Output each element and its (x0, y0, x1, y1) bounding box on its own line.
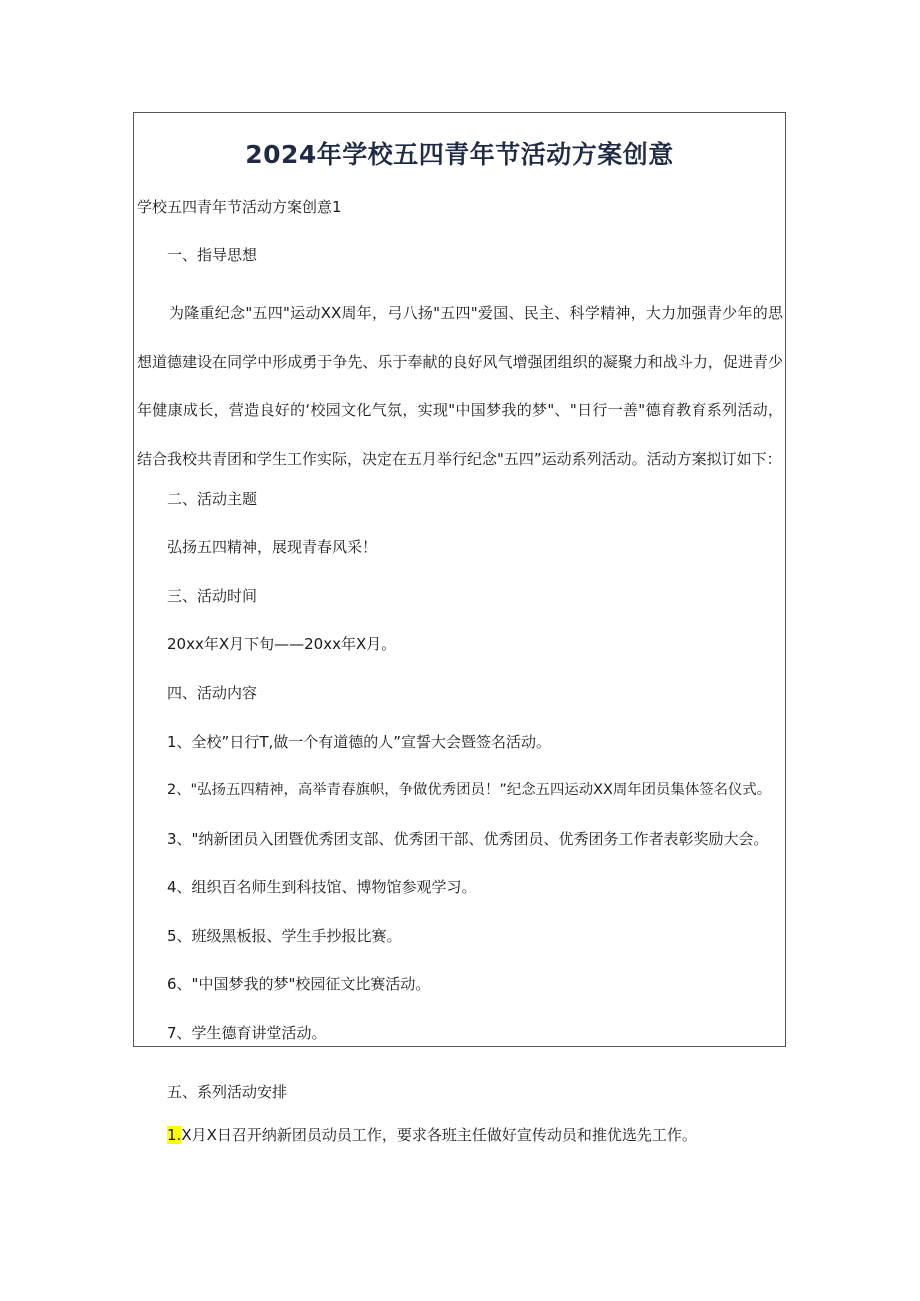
section-body-theme: 弘扬五四精神，展现青春风采！ (167, 538, 378, 556)
highlighted-number: 1. (167, 1126, 182, 1144)
section-heading-time: 三、活动时间 (167, 587, 258, 605)
schedule-item-text: X月X日召开纳新团员动员工作，要求各班主任做好宣传动员和推优选先工作。 (181, 1126, 697, 1144)
list-item: 1、全校”日行T,做一个有道德的人”宣誓大会暨签名活动。 (167, 733, 552, 751)
list-item: 4、组织百名师生到科技馆、博物馆参观学习。 (167, 878, 477, 896)
list-item: 5、班级黑板报、学生手抄报比赛。 (167, 927, 402, 945)
list-item: 7、学生德育讲堂活动。 (167, 1024, 327, 1042)
document-title: 2024年学校五四青年节活动方案创意 (245, 139, 674, 169)
section-heading-content: 四、活动内容 (167, 684, 258, 702)
list-item: 2、"弘扬五四精神，高举青春旗帜，争做优秀团员！”纪念五四运动XX周年团员集体签名仪式。 (167, 782, 772, 798)
section-body-time: 20xx年X月下旬——20xx年X月。 (167, 635, 397, 653)
section-heading-schedule: 五、系列活动安排 (167, 1083, 288, 1101)
section-body-guiding-idea: 为隆重纪念"五四"运动XX周年，弓八扬"五四"爱国、民主、科学精神，大力加强青少年的思想道德建设在同学中形成勇于争先、乐于奉献的良好风气增强团组织的凝聚力和战斗力，促进青少年健康成长，营造良好的‘校园文化气氛，实现"中国梦我的梦"、"日行一善"德育教育系列活动，结合我校共青团和学生工作实际，决定在五月举行纪念"五四”运动系列活动。活动方案拟订如下： (137, 304, 783, 468)
schedule-item (167, 1125, 697, 1145)
section-heading-theme: 二、活动主题 (167, 490, 258, 508)
section-heading-guiding-idea: 一、指导思想 (167, 246, 258, 264)
list-item: 6、"中国梦我的梦"校园征文比赛活动。 (167, 975, 431, 993)
list-item: 3、"纳新团员入团暨优秀团支部、优秀团干部、优秀团员、优秀团务工作者表彰奖励大会。 (167, 830, 769, 848)
document-subtitle: 学校五四青年节活动方案创意1 (137, 198, 342, 216)
